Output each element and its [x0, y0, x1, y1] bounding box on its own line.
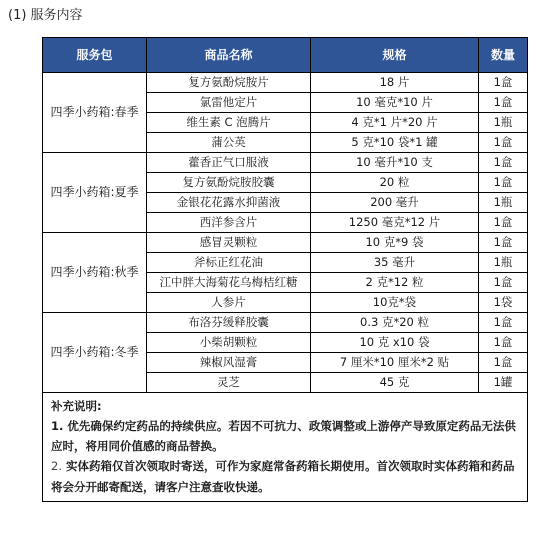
quantity-cell: 1瓶 [479, 253, 528, 273]
note-1 [51, 416, 519, 456]
product-name-cell: 江中胖大海菊花乌梅桔红糖 [147, 273, 311, 293]
notes-title: 补充说明: [51, 399, 102, 413]
quantity-cell: 1盒 [479, 333, 528, 353]
spec-cell: 35 毫升 [311, 253, 479, 273]
package-cell-spring: 四季小药箱:春季 [43, 73, 147, 153]
quantity-cell: 1瓶 [479, 113, 528, 133]
section-title: (1) 服务内容 [8, 8, 83, 23]
product-name-cell: 蒲公英 [147, 133, 311, 153]
note-1-text: 优先确保约定药品的持续供应。若因不可抗力、政策调整或上游停产导致原定药品无法供应时，将用同价值感的商品替换。 [51, 419, 516, 454]
header-spec: 规格 [311, 38, 479, 73]
notes-cell [43, 393, 528, 502]
package-cell-summer: 四季小药箱:夏季 [43, 153, 147, 233]
quantity-cell: 1盒 [479, 273, 528, 293]
note-2-text: 实体药箱仅首次领取时寄送，可作为家庭常备药箱长期使用。首次领取时实体药箱和药品将会分开邮寄配送，请客户注意查收快递。 [51, 459, 515, 494]
spec-cell: 2 克*12 粒 [311, 273, 479, 293]
quantity-cell: 1袋 [479, 293, 528, 313]
product-name-cell: 西洋参含片 [147, 213, 311, 233]
header-quantity: 数量 [479, 38, 528, 73]
product-name-cell: 复方氨酚烷胺胶囊 [147, 173, 311, 193]
spec-cell: 4 克*1 片*20 片 [311, 113, 479, 133]
table-header-row [43, 38, 528, 73]
quantity-cell: 1盒 [479, 233, 528, 253]
product-name-cell: 人参片 [147, 293, 311, 313]
product-name-cell: 辣椒风湿膏 [147, 353, 311, 373]
product-name-cell: 氯雷他定片 [147, 93, 311, 113]
table-row [43, 153, 528, 173]
quantity-cell: 1瓶 [479, 193, 528, 213]
service-table [42, 37, 528, 502]
quantity-cell: 1盒 [479, 173, 528, 193]
spec-cell: 18 片 [311, 73, 479, 93]
product-name-cell: 维生素 C 泡腾片 [147, 113, 311, 133]
spec-cell: 10 克 x10 袋 [311, 333, 479, 353]
quantity-cell: 1盒 [479, 73, 528, 93]
quantity-cell: 1罐 [479, 373, 528, 393]
spec-cell: 20 粒 [311, 173, 479, 193]
spec-cell: 0.3 克*20 粒 [311, 313, 479, 333]
header-product-name: 商品名称 [147, 38, 311, 73]
table-row [43, 73, 528, 93]
package-cell-winter: 四季小药箱:冬季 [43, 313, 147, 393]
spec-cell: 10 毫克*10 片 [311, 93, 479, 113]
quantity-cell: 1盒 [479, 153, 528, 173]
product-name-cell: 灵芝 [147, 373, 311, 393]
product-name-cell: 金银花花露水抑菌液 [147, 193, 311, 213]
note-2-number: 2. [51, 459, 62, 474]
notes-row [43, 393, 528, 502]
spec-cell: 45 克 [311, 373, 479, 393]
header-package: 服务包 [43, 38, 147, 73]
table-row [43, 313, 528, 333]
spec-cell: 10 克*9 袋 [311, 233, 479, 253]
quantity-cell: 1盒 [479, 353, 528, 373]
spec-cell: 10克*袋 [311, 293, 479, 313]
spec-cell: 1250 毫克*12 片 [311, 213, 479, 233]
product-name-cell: 斧标正红花油 [147, 253, 311, 273]
note-2 [51, 456, 519, 496]
product-name-cell: 小柴胡颗粒 [147, 333, 311, 353]
spec-cell: 10 毫升*10 支 [311, 153, 479, 173]
table-row [43, 233, 528, 253]
package-cell-autumn: 四季小药箱:秋季 [43, 233, 147, 313]
quantity-cell: 1盒 [479, 133, 528, 153]
spec-cell: 7 厘米*10 厘米*2 贴 [311, 353, 479, 373]
spec-cell: 200 毫升 [311, 193, 479, 213]
product-name-cell: 感冒灵颗粒 [147, 233, 311, 253]
spec-cell: 5 克*10 袋*1 罐 [311, 133, 479, 153]
quantity-cell: 1盒 [479, 213, 528, 233]
note-1-number: 1. [51, 419, 64, 434]
product-name-cell: 藿香正气口服液 [147, 153, 311, 173]
quantity-cell: 1盒 [479, 313, 528, 333]
product-name-cell: 布洛芬缓释胶囊 [147, 313, 311, 333]
quantity-cell: 1盒 [479, 93, 528, 113]
product-name-cell: 复方氨酚烷胺片 [147, 73, 311, 93]
